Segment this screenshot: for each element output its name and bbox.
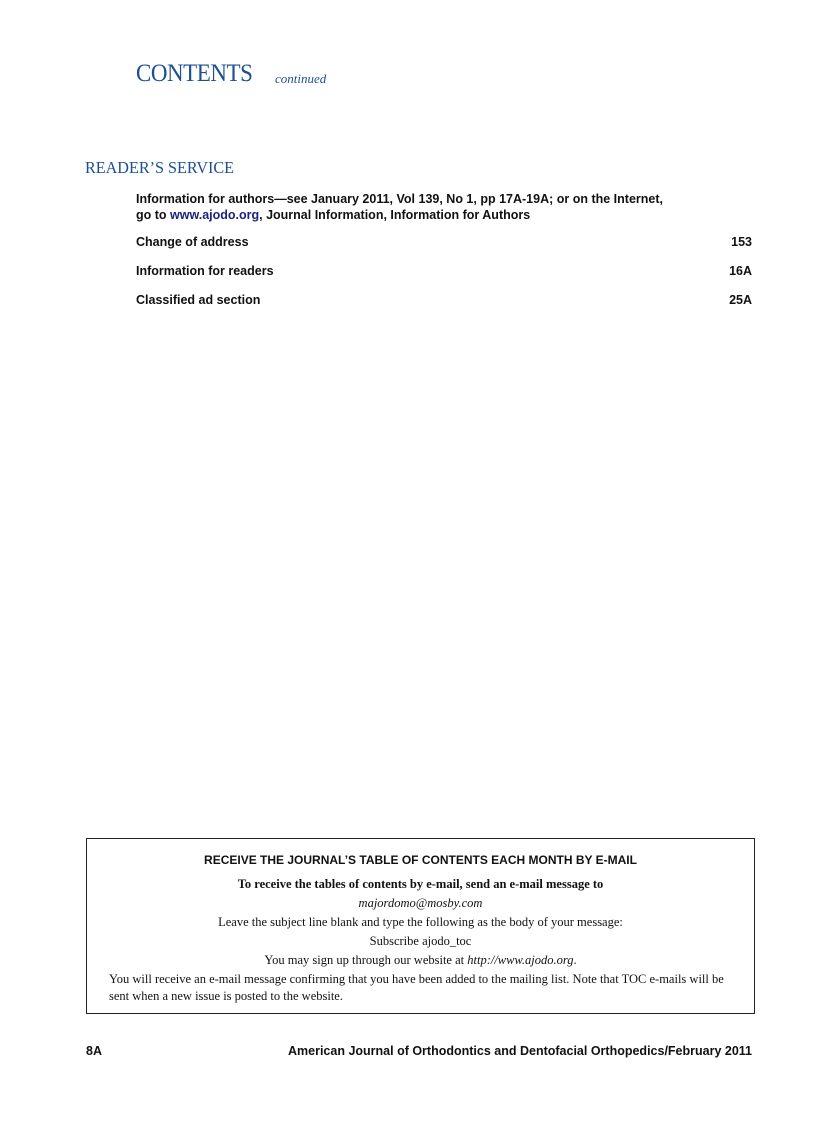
box-email[interactable]: majordomo@mosby.com (358, 896, 483, 910)
page-title: CONTENTS (136, 60, 253, 87)
box-heading: RECEIVE THE JOURNAL’S TABLE OF CONTENTS EACH MONTH BY E-MAIL (204, 853, 637, 867)
info-line2-suffix: , Journal Information, Information for Authors (259, 208, 531, 222)
ajodo-link[interactable]: www.ajodo.org (170, 208, 260, 222)
page-number: 8A (86, 1044, 102, 1058)
entry-page: 16A (729, 264, 752, 278)
signup-suffix: . (573, 953, 577, 967)
toc-entry[interactable] (136, 235, 752, 249)
info-line1: Information for authors—see January 2011, Vol 139, No 1, pp 17A-19A; or on the Internet, (136, 192, 663, 206)
box-command: Subscribe ajodo_toc (369, 934, 472, 948)
box-note: You will receive an e-mail message confirming that you have been added to the mailing list. Note that TOC e-mails will be sent when a new issue is posted to the website. (109, 972, 724, 1003)
entry-page: 153 (731, 235, 752, 249)
entry-label: Change of address (136, 235, 249, 249)
section-title: READER’S SERVICE (85, 158, 235, 177)
entry-label: Information for readers (136, 264, 274, 278)
authors-info (136, 191, 736, 223)
info-line2-prefix: go to (136, 208, 171, 222)
toc-entry[interactable] (136, 293, 752, 307)
entry-page: 25A (729, 293, 752, 307)
journal-footer: American Journal of Orthodontics and Dentofacial Orthopedics/February 2011 (288, 1044, 752, 1058)
box-signup (87, 953, 754, 968)
page-subtitle: continued (275, 71, 327, 86)
signup-url[interactable]: http://www.ajodo.org (467, 953, 574, 967)
signup-prefix: You may sign up through our website at (264, 953, 468, 967)
entry-label: Classified ad section (136, 293, 261, 307)
email-toc-box (86, 838, 755, 1014)
box-bold-line: To receive the tables of contents by e-mail, send an e-mail message to (237, 877, 604, 891)
box-instruction: Leave the subject line blank and type the following as the body of your message: (218, 915, 623, 929)
toc-entry[interactable] (136, 264, 752, 278)
